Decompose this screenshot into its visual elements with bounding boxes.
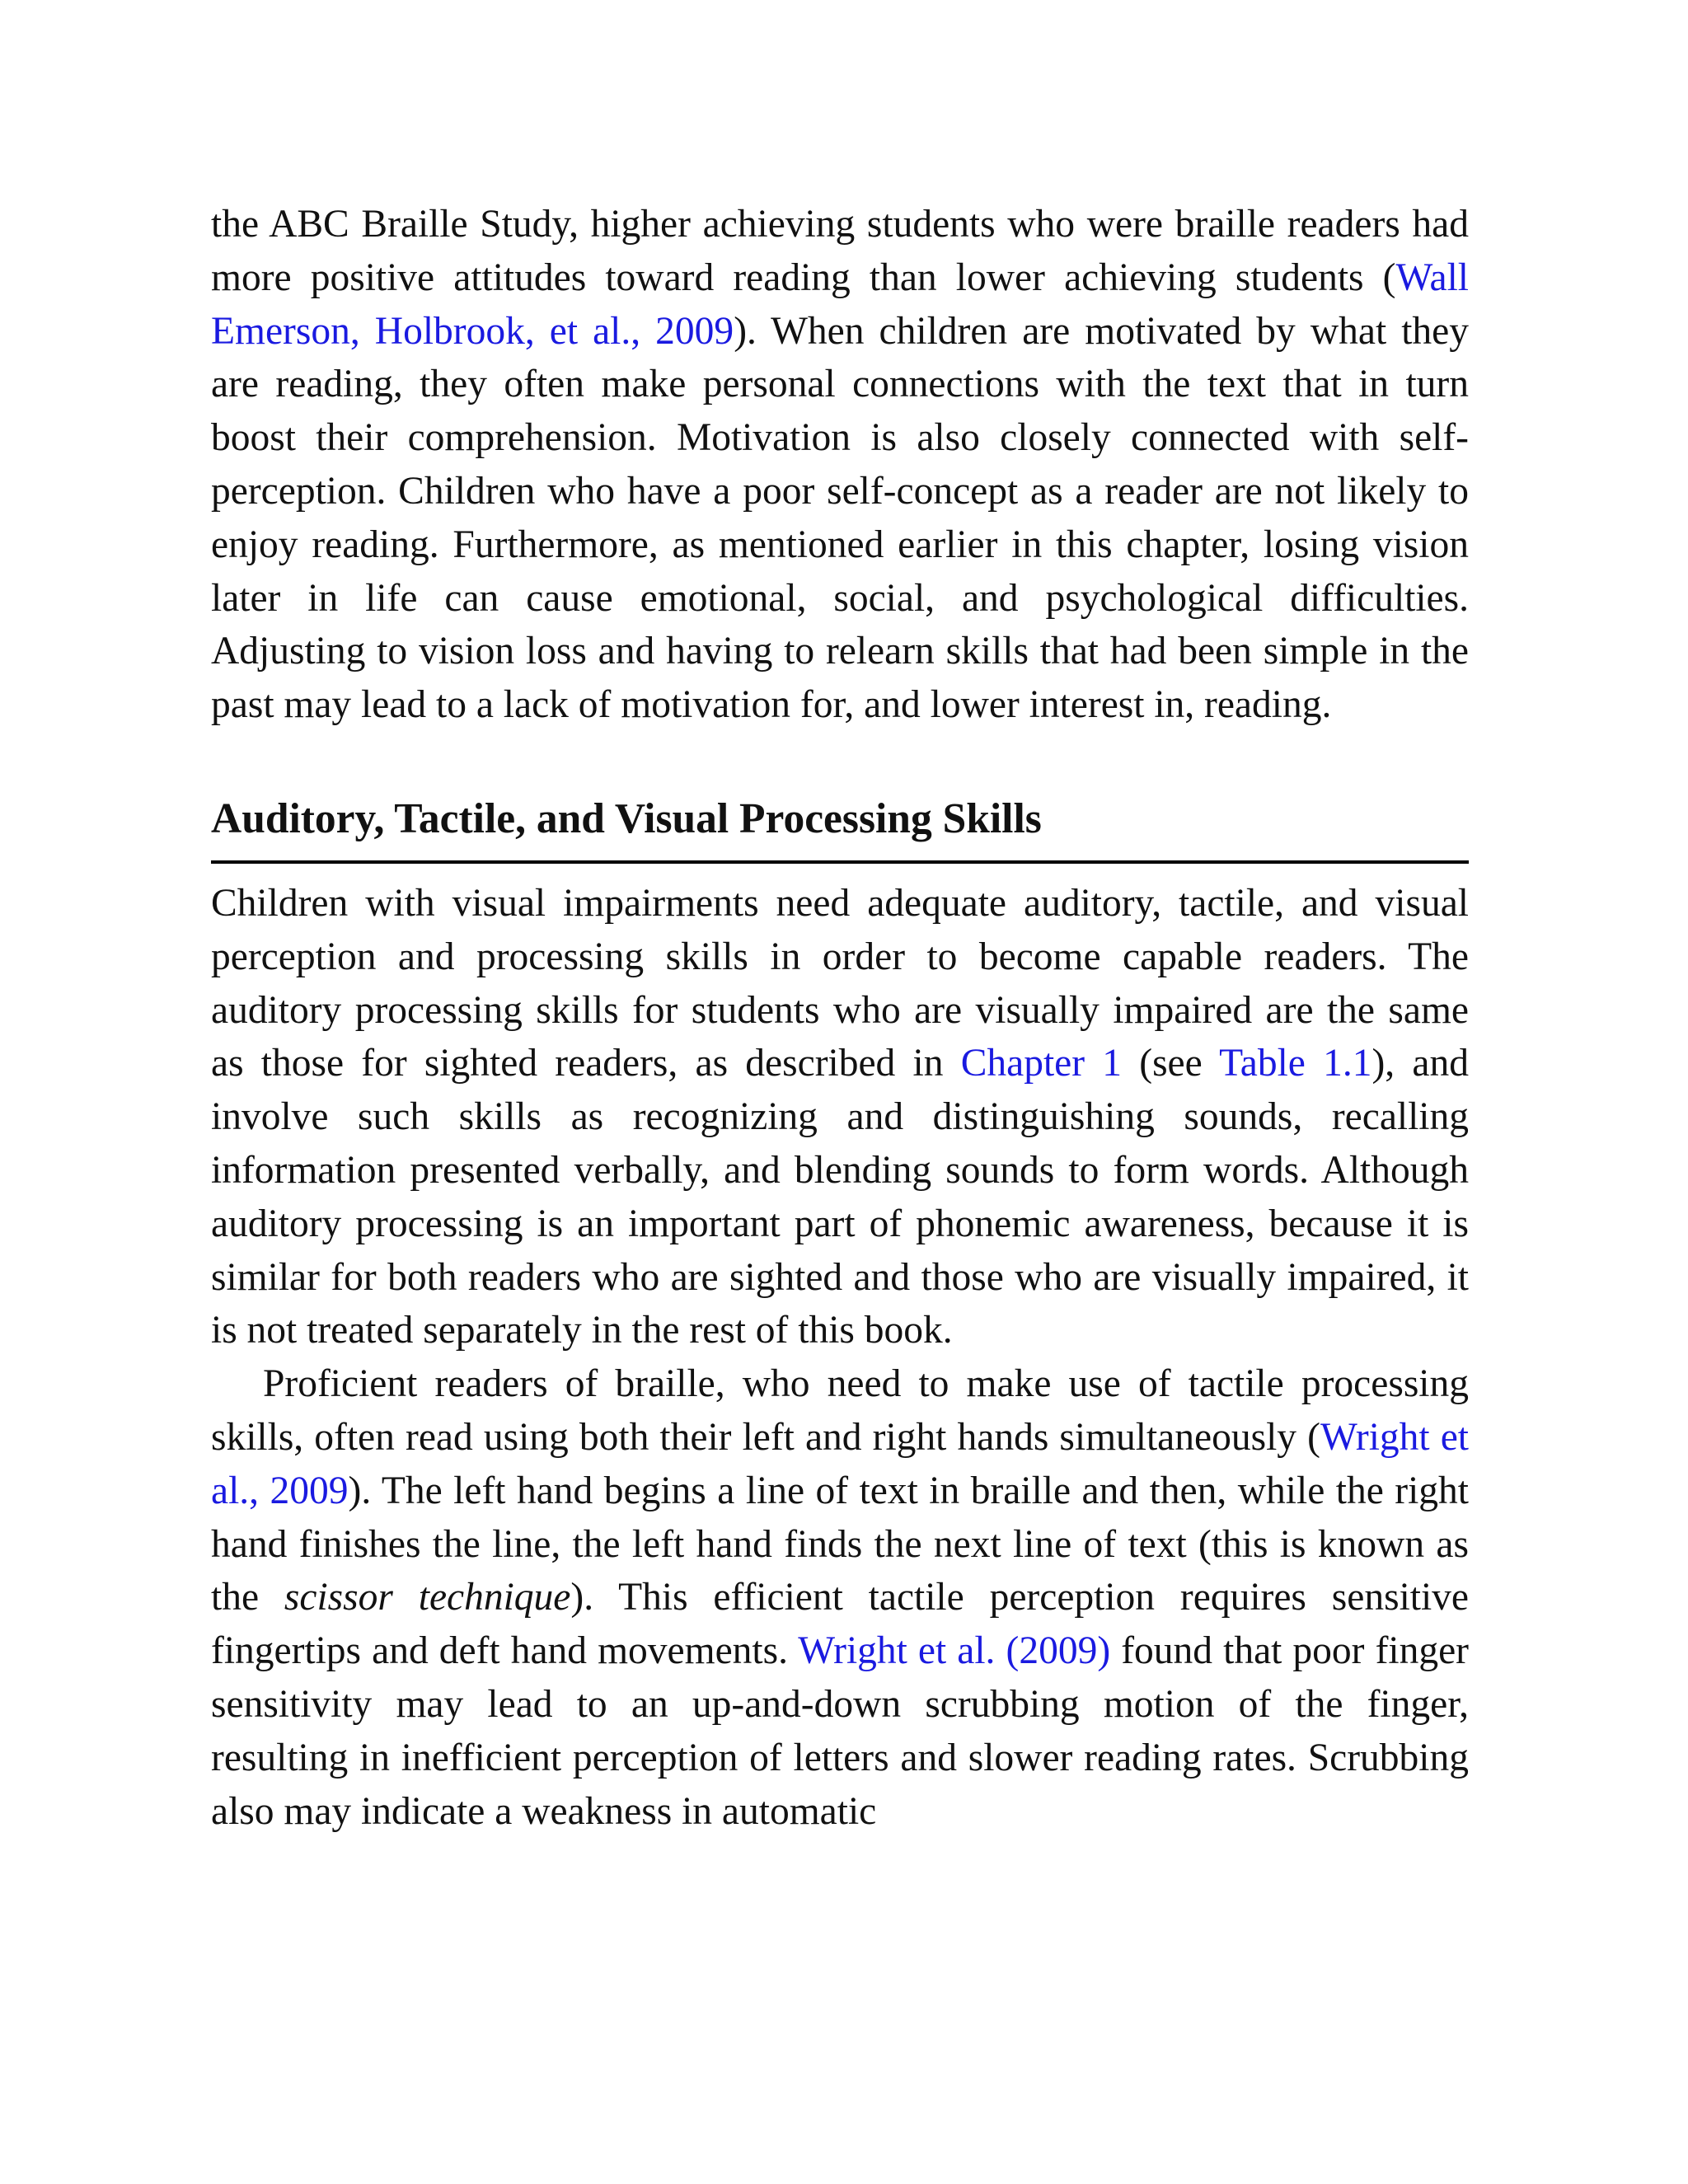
document-page — [211, 198, 1469, 1838]
paragraph-auditory-processing — [211, 877, 1469, 1357]
paragraph-text: (see — [1122, 1042, 1220, 1085]
paragraph-text: ). This efficient tactile perception requires sensitive fingertips and deft hand movements. — [211, 1576, 1469, 1673]
paragraph-text: Proficient readers of braille, who need to make use of tactile processing skills, often read using both their left and right hands simultaneously ( — [211, 1362, 1469, 1459]
section-heading: Auditory, Tactile, and Visual Processing Skills — [211, 793, 1469, 864]
paragraph-text: found that poor finger sensitivity may lead to an up-and-down scrubbing motion of the finger, resulting in inefficient perception of letters and slower reading rates. Scrubbing also may indicate a weakness in automatic — [211, 1629, 1469, 1833]
paragraph-text: ), and involve such skills as recognizing and distinguishing sounds, recalling information presented verbally, and blending sounds to form words. Although auditory processing is an important part of phonemic awareness, because it is similar for both readers who are sighted and those who are visually impaired, it is not treated separately in the rest of this book. — [211, 1042, 1469, 1352]
citation-link-wright[interactable]: Wright et al., 2009 — [211, 1415, 1469, 1512]
paragraph-motivation — [211, 198, 1469, 732]
citation-link-wall-emerson[interactable]: Wall Emerson, Holbrook, et al., 2009 — [211, 255, 1469, 353]
chapter-link[interactable]: Chapter 1 — [960, 1042, 1123, 1085]
paragraph-text: Children with visual impairments need adequate auditory, tactile, and visual perception and processing skills in order to become capable readers. The auditory processing skills for students who are visually impaired are the same as those for sighted readers, as described in — [211, 881, 1469, 1085]
italic-term: scissor technique — [284, 1576, 571, 1619]
paragraph-text: ). The left hand begins a line of text in braille and then, while the right hand finishes the line, the left hand finds the next line of text (this is known as the — [211, 1469, 1469, 1619]
table-link[interactable]: Table 1.1 — [1219, 1042, 1372, 1085]
paragraph-tactile-processing — [211, 1357, 1469, 1838]
citation-link-wright-2009[interactable]: Wright et al. (2009) — [798, 1629, 1111, 1673]
paragraph-text: ). When children are motivated by what they are reading, they often make personal connections with the text that in turn boost their comprehension. Motivation is also closely connected with self-perception. Children who have a poor self-concept as a reader are not likely to enjoy reading. Furthermore, as mentioned earlier in this chapter, losing vision later in life can cause emotional, social, and psychological difficulties. Adjusting to vision loss and having to relearn skills that had been simple in the past may lead to a lack of motivation for, and lower interest in, reading. — [211, 309, 1469, 727]
paragraph-text: the ABC Braille Study, higher achieving students who were braille readers had more positive attitudes toward reading than lower achieving students ( — [211, 203, 1469, 299]
